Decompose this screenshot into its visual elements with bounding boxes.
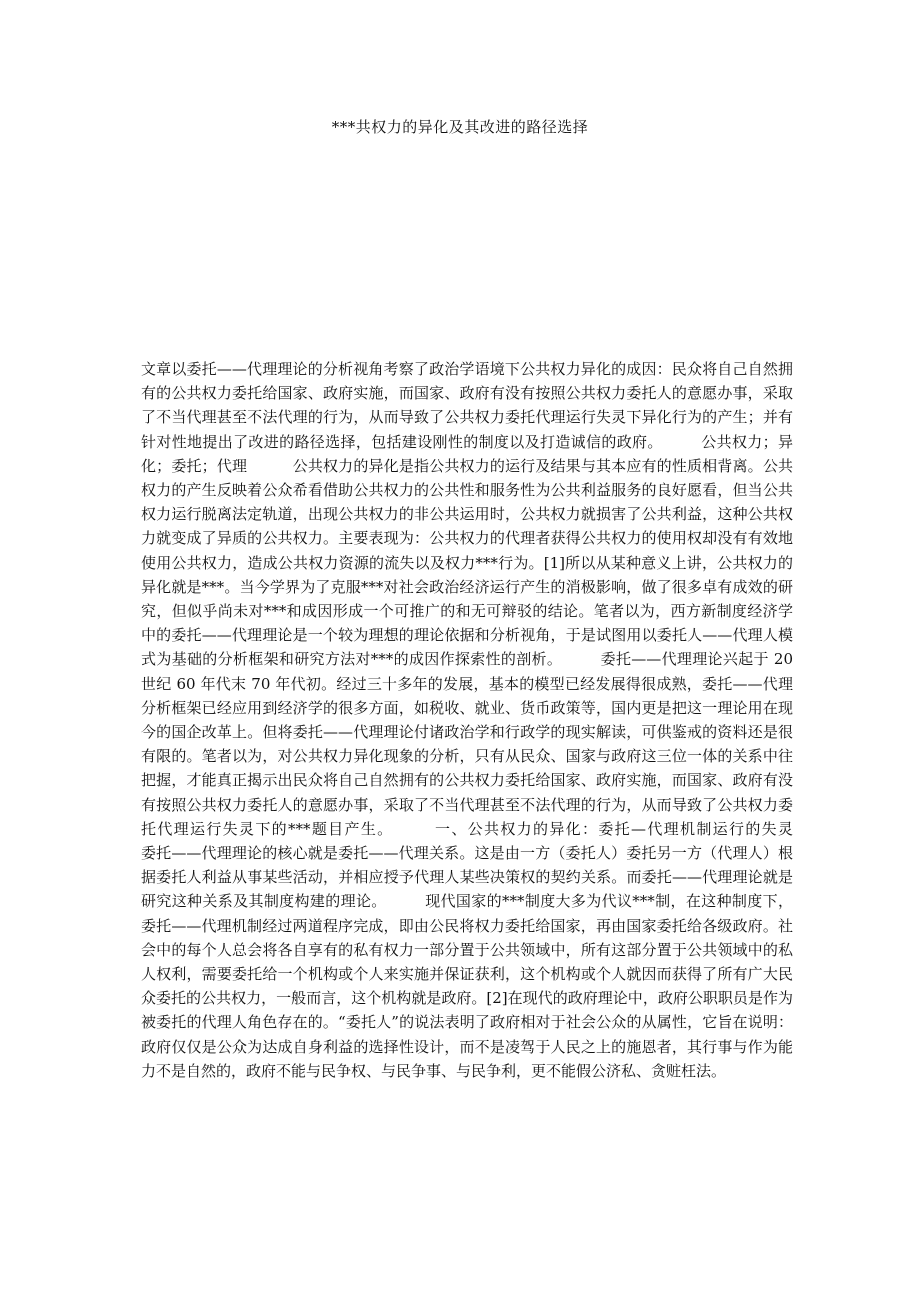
- document-body-paragraph: 文章以委托——代理理论的分析视角考察了政治学语境下公共权力异化的成因：民众将自己自然拥有的公共权力委托给国家、政府实施，而国家、政府有没有按照公共权力委托人的意愿办事，采取了不当代理甚至不法代理的行为，从而导致了公共权力委托代理运行失灵下异化行为的产生；并有针对性地提出了改进的路径选择，包括建设刚性的制度以及打造诚信的政府。 公共权力；异化；委托；代理 公共权力的异化是指公共权力的运行及结果与其本应有的性质相背离。公共权力的产生反映着公众希看借助公共权力的公共性和服务性为公共利益服务的良好愿看，但当公共权力运行脱离法定轨道，出现公共权力的非公共运用时，公共权力就损害了公共利益，这种公共权力就变成了异质的公共权力。主要表现为：公共权力的代理者获得公共权力的使用权却没有有效地使用公共权力，造成公共权力资源的流失以及权力***行为。[1]所以从某种意义上讲，公共权力的异化就是***。当今学界为了克服***对社会政治经济运行产生的消极影响，做了很多卓有成效的研究，但似乎尚未对***和成因形成一个可推广的和无可辩驳的结论。笔者以为，西方新制度经济学中的委托——代理理论是一个较为理想的理论依据和分析视角，于是试图用以委托人——代理人模式为基础的分析框架和研究方法对***的成因作探索性的剖析。 委托——代理理论兴起于 20 世纪 60 年代末 70 年代初。经过三十多年的发展，基本的模型已经发展得很成熟，委托——代理分析框架已经应用到经济学的很多方面，如税收、就业、货币政策等，国内更是把这一理论用在现今的国企改革上。但将委托——代理理论付诸政治学和行政学的现实解读，可供鉴戒的资料还是很有限的。笔者以为，对公共权力异化现象的分析，只有从民众、国家与政府这三位一体的关系中往把握，才能真正揭示出民众将自己自然拥有的公共权力委托给国家、政府实施，而国家、政府有没有按照公共权力委托人的意愿办事，采取了不当代理甚至不法代理的行为，从而导致了公共权力委托代理运行失灵下的***题目产生。 一、公共权力的异化：委托—代理机制运行的失灵 委托——代理理论的核心就是委托——代理关系。这是由一方（委托人）委托另一方（代理人）根据委托人利益从事某些活动，并相应授予代理人某些决策权的契约关系。而委托——代理理论就是研究这种关系及其制度构建的理论。 现代国家的***制度大多为代议***制，在这种制度下，委托——代理机制经过两道程序完成，即由公民将权力委托给国家，再由国家委托给各级政府。社会中的每个人总会将各自享有的私有权力一部分置于公共领域中，所有这部分置于公共领域中的私人权利，需要委托给一个机构或个人来实施并保证获利，这个机构或个人就因而获得了所有广大民众委托的公共权力，一般而言，这个机构就是政府。[2]在现代的政府理论中，政府公职职员是作为被委托的代理人角色存在的。“委托人”的说法表明了政府相对于社会公众的从属性，它旨在说明：政府仅仅是公众为达成自身利益的选择性设计，而不是凌驾于人民之上的施恩者，其行事与作为能力不是自然的，政府不能与民争权、与民争事、与民争利，更不能假公济私、贪赃枉法。: [141, 360, 839, 1080]
- document-title: ***共权力的异化及其改进的路径选择: [331, 118, 589, 136]
